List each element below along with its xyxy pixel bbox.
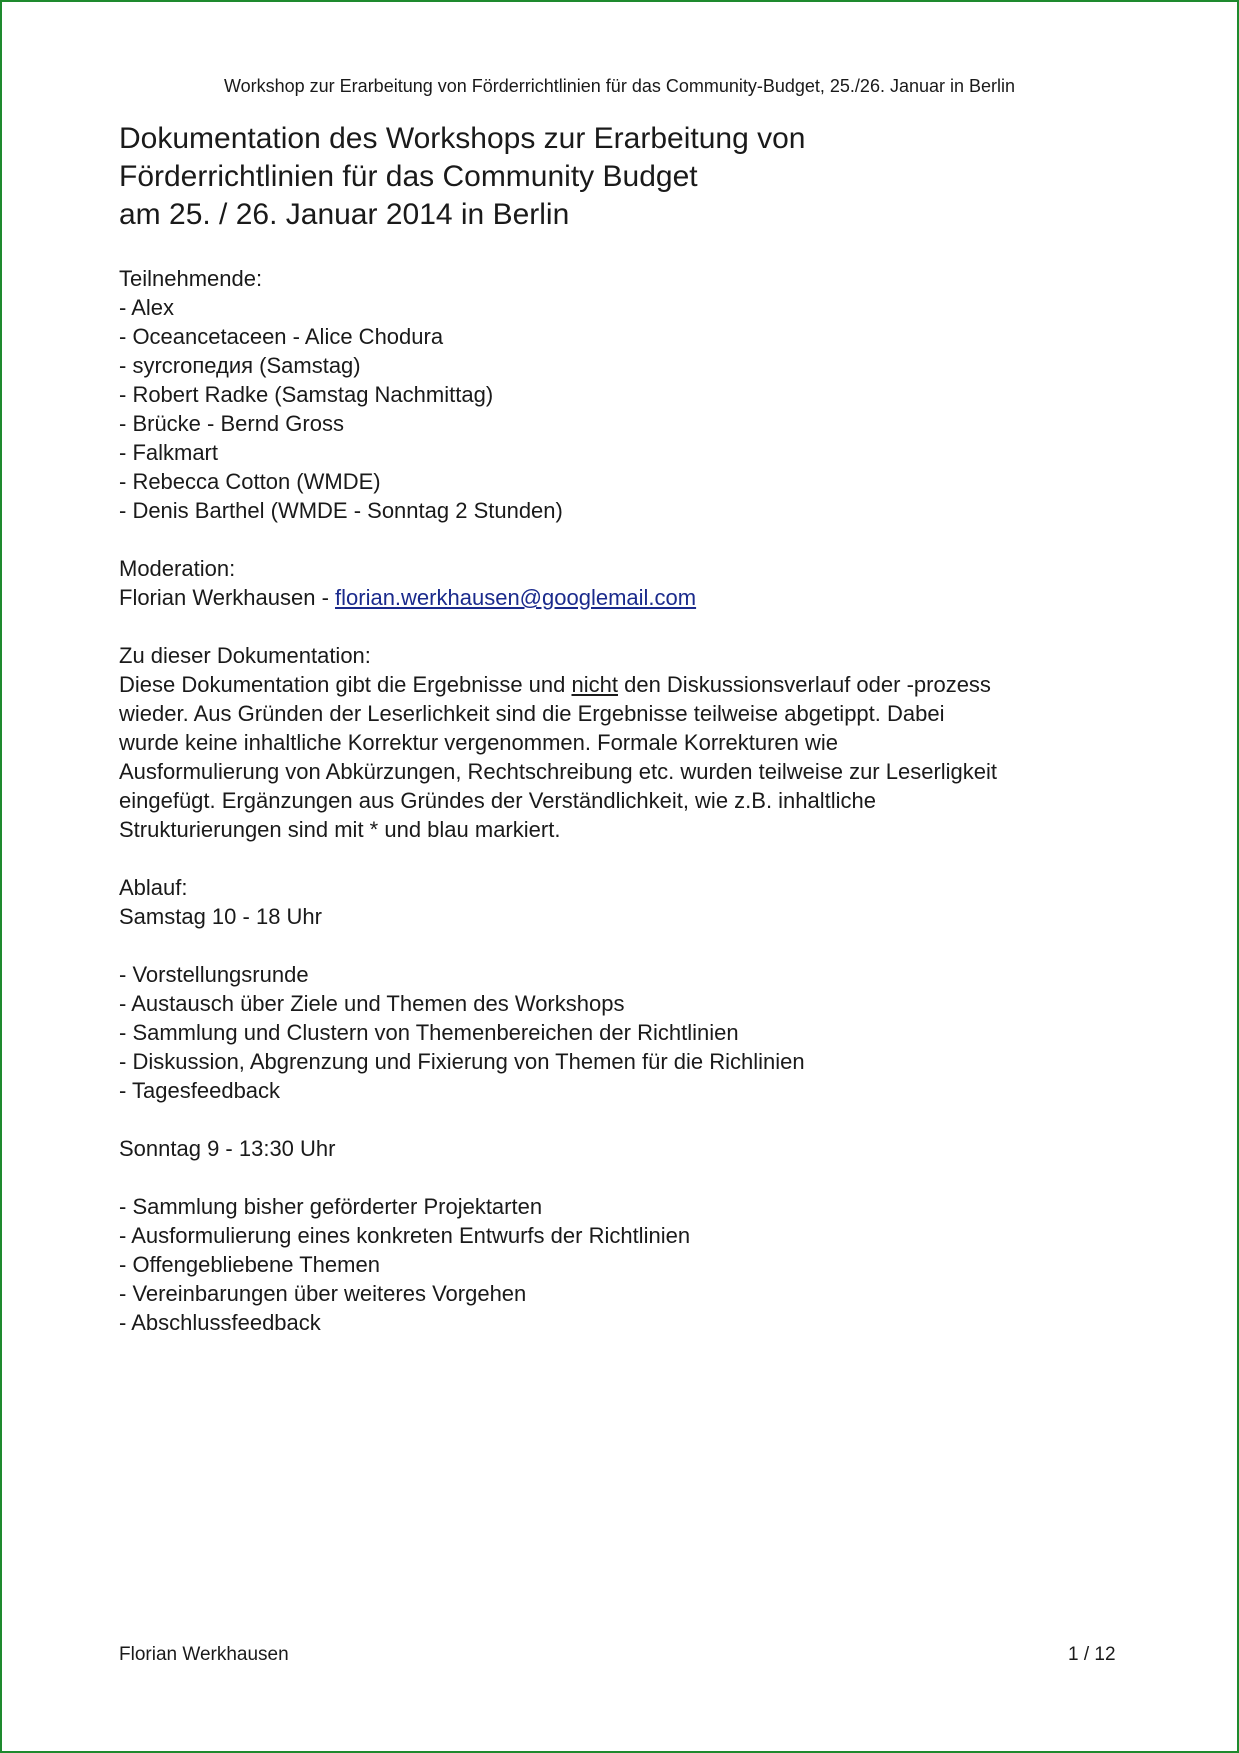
- documentation-heading: Zu dieser Dokumentation:: [119, 643, 371, 668]
- saturday-agenda-list: [119, 960, 1139, 1105]
- participant-item: - Denis Barthel (WMDE - Sonntag 2 Stunden): [119, 498, 563, 523]
- documentation-text: den Diskussionsverlauf oder -prozess: [617, 672, 991, 697]
- sunday-agenda-list: [119, 1192, 1139, 1337]
- document-body: [119, 120, 1139, 1366]
- agenda-day-label: Samstag 10 - 18 Uhr: [119, 904, 322, 929]
- participant-item: - syrcroпедия (Samstag): [119, 353, 361, 378]
- agenda-item: - Austausch über Ziele und Themen des Workshops: [119, 991, 625, 1016]
- agenda-item: - Abschlussfeedback: [119, 1310, 321, 1335]
- participant-item: - Robert Radke (Samstag Nachmittag): [119, 382, 494, 407]
- participants-section: [119, 264, 1139, 525]
- running-header: Workshop zur Erarbeitung von Förderrichtlinien für das Community-Budget, 25./26. Januar in Berlin: [223, 76, 1016, 96]
- participant-item: - Oceancetaceen - Alice Chodura: [119, 324, 444, 349]
- title-line: Dokumentation des Workshops zur Erarbeitung von: [119, 122, 806, 155]
- participant-item: - Brücke - Bernd Gross: [119, 411, 344, 436]
- agenda-item: - Ausformulierung eines konkreten Entwurfs der Richtlinien: [119, 1223, 691, 1248]
- agenda-section: [119, 873, 1139, 931]
- documentation-line: Ausformulierung von Abkürzungen, Rechtschreibung etc. wurden teilweise zur Leserligkeit: [119, 759, 998, 784]
- agenda-heading: Ablauf:: [119, 875, 188, 900]
- documentation-text: Diese Dokumentation gibt die Ergebnisse und: [119, 672, 572, 697]
- moderator-email-link[interactable]: florian.werkhausen@googlemail.com: [335, 585, 697, 610]
- moderator-name: Florian Werkhausen -: [119, 585, 336, 610]
- agenda-item: - Tagesfeedback: [119, 1078, 281, 1103]
- participant-item: - Rebecca Cotton (WMDE): [119, 469, 381, 494]
- documentation-line: wurde keine inhaltliche Korrektur vergenommen. Formale Korrekturen wie: [119, 730, 838, 755]
- documentation-emphasis: nicht: [571, 672, 618, 697]
- documentation-line: [119, 670, 1139, 699]
- footer-page-number: 1 / 12: [1068, 1644, 1116, 1665]
- footer-author: Florian Werkhausen: [119, 1644, 289, 1665]
- document-title: [119, 120, 1139, 234]
- title-line: am 25. / 26. Januar 2014 in Berlin: [119, 198, 570, 231]
- documentation-line: Strukturierungen sind mit * und blau markiert.: [119, 817, 561, 842]
- documentation-line: wieder. Aus Gründen der Leserlichkeit sind die Ergebnisse teilweise abgetippt. Dabei: [119, 701, 945, 726]
- agenda-item: - Vorstellungsrunde: [119, 962, 309, 987]
- moderation-section: [119, 554, 1139, 612]
- agenda-item: - Sammlung und Clustern von Themenbereichen der Richtlinien: [119, 1020, 739, 1045]
- participants-heading: Teilnehmende:: [119, 266, 263, 291]
- documentation-line: eingefügt. Ergänzungen aus Gründes der Verständlichkeit, wie z.B. inhaltliche: [119, 788, 877, 813]
- participant-item: - Alex: [119, 295, 175, 320]
- moderation-heading: Moderation:: [119, 556, 236, 581]
- title-line: Förderrichtlinien für das Community Budget: [119, 160, 698, 193]
- sunday-agenda-heading: [119, 1134, 1139, 1163]
- agenda-item: - Offengebliebene Themen: [119, 1252, 380, 1277]
- agenda-day-label: Sonntag 9 - 13:30 Uhr: [119, 1136, 336, 1161]
- agenda-item: - Vereinbarungen über weiteres Vorgehen: [119, 1281, 527, 1306]
- agenda-item: - Diskussion, Abgrenzung und Fixierung von Themen für die Richlinien: [119, 1049, 805, 1074]
- documentation-section: [119, 641, 1139, 844]
- moderator-line: [119, 583, 1139, 612]
- agenda-item: - Sammlung bisher geförderter Projektarten: [119, 1194, 543, 1219]
- participant-item: - Falkmart: [119, 440, 218, 465]
